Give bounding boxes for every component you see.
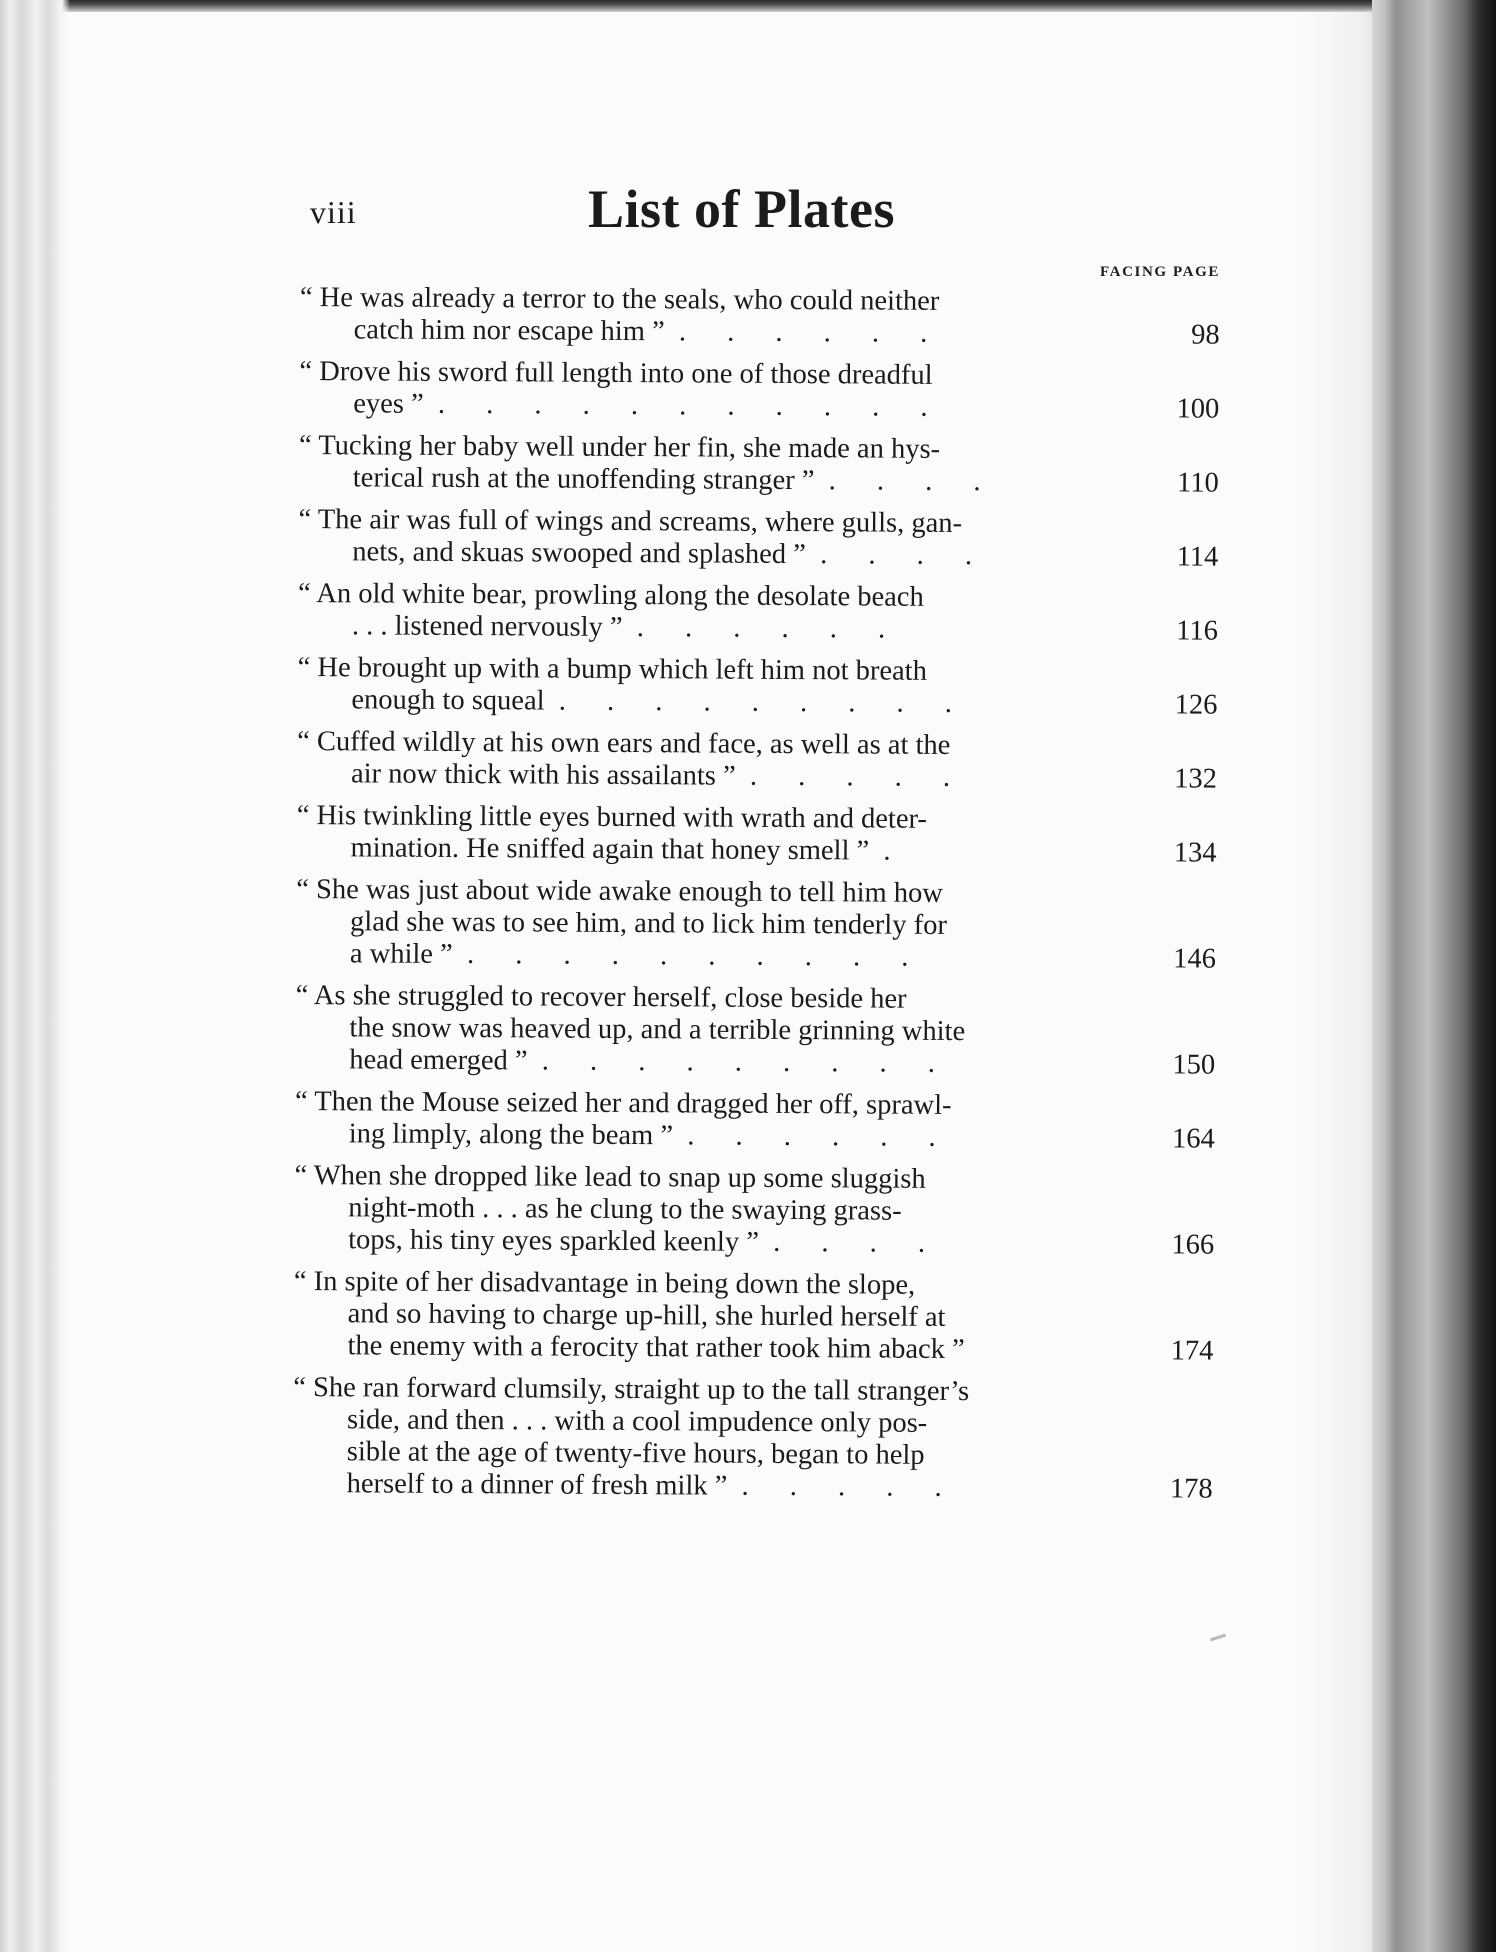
caption-text: “ Then the Mouse seized her and dragged her off, sprawl- bbox=[294, 1085, 952, 1121]
caption-text: “ He was already a terror to the seals, who could neither bbox=[299, 282, 940, 317]
plate-caption-line bbox=[298, 578, 1130, 615]
caption-text: catch him nor escape him ” bbox=[353, 314, 665, 348]
caption-text: enough to squeal bbox=[351, 684, 545, 717]
plate-entry bbox=[293, 1266, 1214, 1368]
plate-caption-line bbox=[294, 1298, 1126, 1335]
plate-caption-line bbox=[294, 1192, 1126, 1229]
facing-page-number: 166 bbox=[1171, 1229, 1215, 1261]
list-of-plates bbox=[292, 282, 1219, 1516]
plate-caption-line bbox=[300, 314, 1132, 351]
plate-caption bbox=[293, 1266, 1126, 1367]
plate-caption-line bbox=[298, 504, 1130, 541]
caption-text: tops, his tiny eyes sparkled keenly ” bbox=[348, 1224, 760, 1258]
caption-text: side, and then . . . with a cool impudence only pos- bbox=[346, 1404, 928, 1439]
plate-entry bbox=[295, 980, 1216, 1082]
plate-caption bbox=[298, 578, 1130, 647]
plate-entry bbox=[297, 652, 1217, 722]
facing-page-number: 150 bbox=[1172, 1049, 1216, 1081]
caption-text: “ When she dropped like lead to snap up some sluggish bbox=[294, 1159, 926, 1195]
caption-text: sible at the age of twenty-five hours, began to help bbox=[346, 1436, 925, 1471]
plate-caption-line bbox=[300, 282, 1132, 319]
caption-text: and so having to charge up-hill, she hurled herself at bbox=[347, 1298, 946, 1333]
plate-caption-line bbox=[295, 1012, 1127, 1049]
plate-caption bbox=[300, 282, 1132, 351]
plate-caption-line bbox=[293, 1404, 1125, 1441]
caption-text: mination. He sniffed again that honey smell ” bbox=[350, 832, 870, 867]
facing-page-number: 178 bbox=[1169, 1473, 1213, 1505]
caption-text: “ In spite of her disadvantage in being down the slope, bbox=[293, 1265, 916, 1301]
plate-caption-line bbox=[296, 832, 1128, 869]
plate-entry bbox=[293, 1372, 1214, 1506]
plate-caption-line bbox=[298, 536, 1130, 573]
dot-leader: . . . . bbox=[820, 539, 990, 572]
plate-caption-line bbox=[295, 1086, 1127, 1123]
plate-caption bbox=[294, 1160, 1127, 1261]
caption-text: . . . listened nervously ” bbox=[351, 610, 623, 643]
plate-caption-line bbox=[299, 462, 1131, 499]
plate-caption-line bbox=[293, 1372, 1125, 1409]
dot-leader: . bbox=[883, 835, 908, 867]
plate-entry bbox=[294, 1160, 1215, 1262]
plate-entry bbox=[296, 800, 1216, 870]
facing-page-number: 110 bbox=[1176, 467, 1219, 499]
caption-text: “ He brought up with a bump which left him not breath bbox=[297, 651, 927, 687]
plate-caption-line bbox=[299, 388, 1131, 425]
plate-caption bbox=[295, 1086, 1127, 1155]
plate-caption-line bbox=[293, 1468, 1125, 1505]
plate-caption-line bbox=[295, 1118, 1127, 1155]
caption-text: glad she was to see him, and to lick him tenderly for bbox=[349, 906, 947, 941]
caption-text: “ An old white bear, prowling along the desolate beach bbox=[298, 577, 924, 613]
plate-caption bbox=[298, 504, 1130, 573]
facing-page-number: 174 bbox=[1170, 1335, 1214, 1367]
dot-leader: . . . . . . . . . . bbox=[466, 939, 926, 973]
plate-caption bbox=[293, 1372, 1126, 1505]
plate-caption-line bbox=[295, 1044, 1127, 1081]
caption-text: night-moth . . . as he clung to the swaying grass- bbox=[348, 1192, 902, 1227]
caption-text: “ Tucking her baby well under her fin, she made an hys- bbox=[298, 429, 941, 465]
page-header bbox=[310, 178, 930, 248]
plate-caption-line bbox=[298, 652, 1130, 689]
plate-caption-line bbox=[297, 726, 1129, 763]
plate-caption bbox=[299, 430, 1131, 499]
dot-leader: . . . . . . . . . . . bbox=[437, 388, 945, 423]
plate-caption-line bbox=[297, 684, 1129, 721]
plate-caption-line bbox=[297, 758, 1129, 795]
plate-caption-line bbox=[296, 874, 1128, 911]
facing-page-number: 146 bbox=[1173, 943, 1216, 975]
facing-page-column-header: FACING PAGE bbox=[1100, 264, 1220, 280]
caption-text: “ His twinkling little eyes burned with wrath and deter- bbox=[296, 799, 928, 835]
dot-leader: . . . . bbox=[773, 1226, 943, 1259]
dot-leader: . . . . . . bbox=[678, 316, 945, 349]
book-binding-gutter bbox=[0, 0, 70, 1952]
dot-leader: . . . . . . bbox=[687, 1120, 953, 1154]
plate-caption-line bbox=[298, 610, 1130, 647]
plate-caption bbox=[299, 356, 1131, 425]
caption-text: nets, and skuas swooped and splashed ” bbox=[352, 536, 806, 571]
plate-entry bbox=[300, 282, 1220, 352]
caption-text: the snow was heaved up, and a terrible grinning white bbox=[349, 1012, 966, 1048]
plate-caption-line bbox=[296, 980, 1128, 1017]
facing-page-number: 100 bbox=[1176, 393, 1220, 425]
caption-text: ing limply, along the beam ” bbox=[348, 1118, 674, 1152]
page-top-edge bbox=[0, 0, 1496, 12]
caption-text: the enemy with a ferocity that rather took him aback ” bbox=[347, 1330, 965, 1366]
caption-text: head emerged ” bbox=[349, 1044, 528, 1077]
plate-entry bbox=[298, 578, 1218, 648]
plate-caption-line bbox=[293, 1330, 1125, 1367]
dot-leader: . . . . . . . . . bbox=[558, 685, 970, 720]
caption-text: herself to a dinner of fresh milk ” bbox=[346, 1468, 728, 1502]
plate-entry bbox=[295, 1086, 1215, 1156]
caption-text: “ Cuffed wildly at his own ears and face, as well as at the bbox=[297, 725, 951, 761]
plate-caption bbox=[296, 800, 1128, 869]
plate-caption-line bbox=[299, 430, 1131, 467]
plate-entry bbox=[296, 874, 1217, 976]
plate-caption-line bbox=[294, 1266, 1126, 1303]
plate-caption-line bbox=[294, 1224, 1126, 1261]
facing-page-number: 132 bbox=[1174, 763, 1218, 795]
dot-leader: . . . . . bbox=[749, 760, 968, 794]
facing-page-number: 134 bbox=[1173, 837, 1217, 869]
plate-entry bbox=[299, 430, 1219, 500]
plate-caption-line bbox=[294, 1160, 1126, 1197]
dot-leader: . . . . . bbox=[741, 1470, 959, 1504]
page-number: viii bbox=[310, 194, 357, 230]
facing-page-number: 164 bbox=[1171, 1123, 1215, 1155]
plate-caption bbox=[295, 980, 1128, 1081]
plate-caption-line bbox=[296, 938, 1128, 975]
plate-entry bbox=[299, 356, 1219, 426]
dot-leader: . . . . . . bbox=[636, 612, 903, 645]
facing-page-number: 114 bbox=[1176, 541, 1219, 573]
plate-entry bbox=[298, 504, 1218, 574]
page-edge-shadow bbox=[1372, 0, 1496, 1952]
facing-page-number: 98 bbox=[1191, 319, 1220, 351]
caption-text: eyes ” bbox=[353, 388, 424, 420]
plate-caption bbox=[297, 726, 1129, 795]
facing-page-number: 126 bbox=[1174, 689, 1218, 721]
plate-caption bbox=[296, 874, 1129, 975]
caption-text: air now thick with his assailants ” bbox=[350, 758, 736, 792]
dot-leader: . . . . bbox=[828, 465, 998, 498]
plate-caption-line bbox=[297, 800, 1129, 837]
caption-text: terical rush at the unoffending stranger ” bbox=[352, 462, 815, 497]
plate-caption-line bbox=[296, 906, 1128, 943]
caption-text: “ The air was full of wings and screams, where gulls, gan- bbox=[298, 503, 963, 540]
plate-caption-line bbox=[293, 1436, 1125, 1473]
plate-caption bbox=[297, 652, 1129, 721]
caption-text: “ She was just about wide awake enough to tell him how bbox=[296, 873, 944, 909]
plate-caption-line bbox=[299, 356, 1131, 393]
dot-leader: . . . . . . . . . bbox=[541, 1045, 953, 1079]
caption-text: “ As she struggled to recover herself, close beside her bbox=[295, 979, 907, 1015]
facing-page-number: 116 bbox=[1176, 615, 1218, 647]
page-title: List of Plates bbox=[588, 179, 895, 239]
plate-entry bbox=[297, 726, 1217, 796]
caption-text: “ Drove his sword full length into one of those dreadful bbox=[299, 355, 933, 391]
caption-text: a while ” bbox=[349, 938, 453, 970]
caption-text: “ She ran forward clumsily, straight up to the tall stranger’s bbox=[293, 1371, 970, 1408]
